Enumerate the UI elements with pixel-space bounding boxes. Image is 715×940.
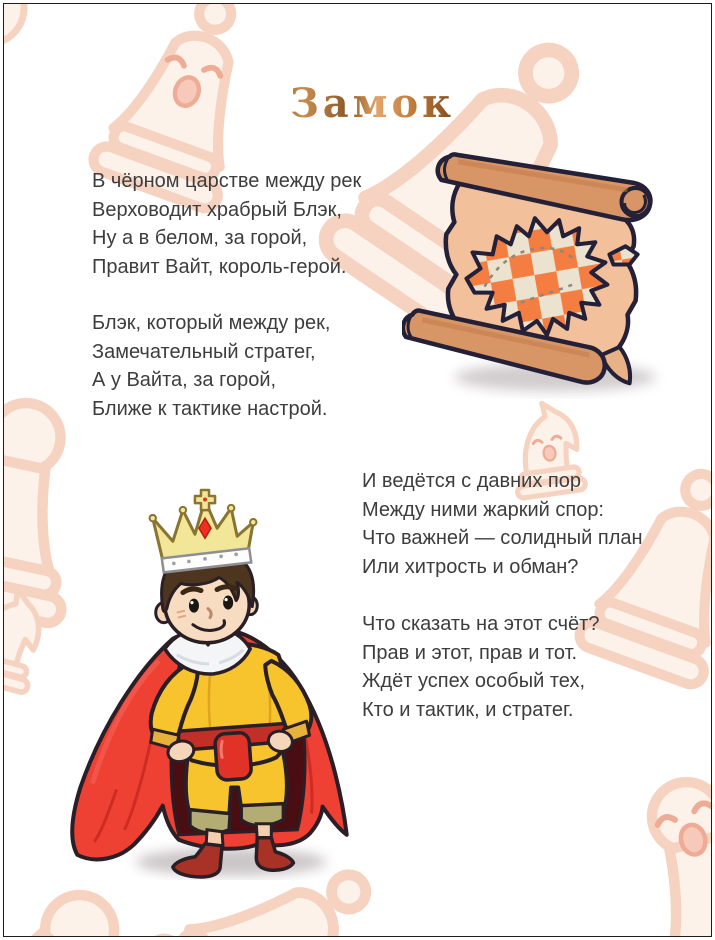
- king-crown: [150, 490, 257, 572]
- poem-line: Верховодит храбрый Блэк,: [92, 198, 342, 221]
- poem-stanza-3: [362, 467, 643, 581]
- poem-line: Прав и этот, прав и тот.: [362, 641, 578, 664]
- treasure-map-illustration: [402, 141, 694, 399]
- king-character-illustration: [58, 488, 352, 880]
- poem-line: Между ними жаркий спор:: [362, 498, 604, 521]
- king-shadow: [136, 848, 327, 876]
- poem-line: Замечательный стратег,: [92, 340, 316, 363]
- poem-stanza-2: [92, 309, 330, 423]
- poem-line: А у Вайта, за горой,: [92, 369, 277, 392]
- poem-line: Правит Вайт, король-герой.: [92, 255, 347, 278]
- poem-line: Блэк, который между рек,: [92, 312, 331, 334]
- poem-stanza-4: [362, 610, 599, 724]
- poem-stanza-1: [92, 167, 361, 281]
- pawn-icon: [609, 764, 711, 936]
- pawn-icon: [4, 4, 24, 44]
- poem-line: Ближе к тактике настрой.: [92, 397, 328, 420]
- poem-line: Что сказать на этот счёт?: [362, 613, 600, 635]
- page-title: Замок: [260, 80, 455, 127]
- poem-line: Или хитрость и обман?: [362, 555, 579, 578]
- poem-line: Ну а в белом, за горой,: [92, 227, 308, 250]
- poem-line: И ведётся с давних пор: [362, 470, 581, 492]
- poem-line: Что важней — солидный план: [362, 527, 643, 550]
- poem-line: Кто и тактик, и стратег.: [362, 698, 574, 721]
- poem-line: Ждёт успех особый тех,: [362, 670, 586, 693]
- poem-line: В чёрном царстве между рек: [92, 170, 362, 192]
